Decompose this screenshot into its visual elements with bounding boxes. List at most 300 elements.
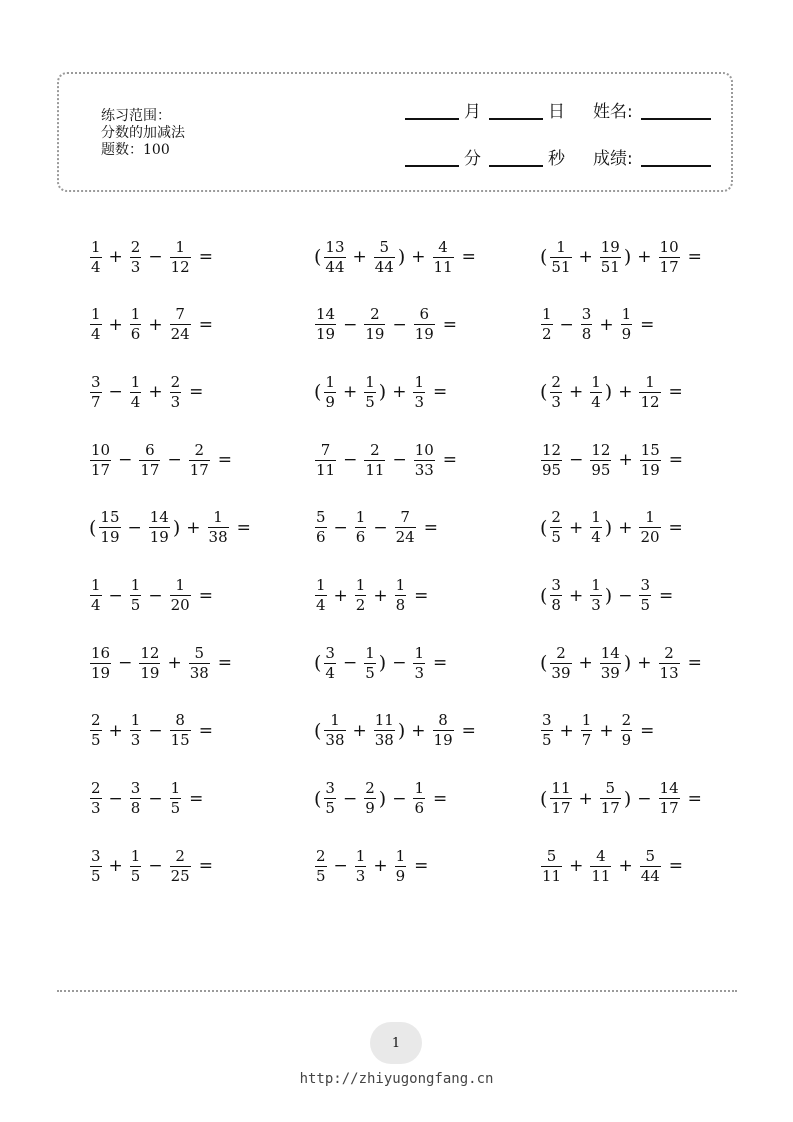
equals-sign: = [217, 653, 233, 674]
operator: − [108, 382, 123, 403]
second-label: 秒 [548, 149, 565, 169]
numerator: 8 [175, 711, 185, 730]
denominator: 7 [91, 392, 101, 411]
fraction [170, 237, 191, 276]
operator: − [343, 314, 358, 335]
operator: − [148, 585, 163, 606]
denominator: 95 [591, 460, 611, 479]
denominator: 19 [365, 325, 385, 344]
problem-item [88, 435, 232, 485]
problem-item [539, 638, 702, 688]
fraction [550, 781, 571, 816]
numerator: 2 [170, 372, 181, 391]
operator: + [578, 247, 593, 267]
numerator: 1 [621, 305, 632, 324]
operator: − [108, 585, 123, 606]
fraction [659, 643, 680, 682]
numerator: 1 [414, 779, 424, 798]
denominator: 5 [91, 866, 101, 885]
operator: + [108, 314, 123, 335]
fraction [541, 846, 562, 885]
fraction [639, 372, 660, 411]
problem-item [539, 300, 654, 350]
numerator: 12 [542, 440, 562, 459]
numerator: 1 [591, 576, 601, 594]
denominator: 25 [170, 866, 190, 885]
denominator: 11 [542, 866, 562, 885]
question-count-label: 题数： [101, 142, 143, 158]
operator: − [167, 450, 182, 471]
parenthesis: ( [314, 787, 322, 810]
denominator: 5 [130, 866, 141, 885]
fraction [90, 578, 102, 613]
operator: − [392, 450, 407, 471]
numerator: 1 [175, 237, 185, 256]
problem-item [539, 232, 702, 282]
parenthesis: ( [89, 516, 97, 539]
denominator: 5 [365, 663, 375, 682]
operator: − [343, 450, 358, 471]
problem-item [313, 841, 428, 891]
numerator: 1 [91, 305, 101, 324]
denominator: 2 [542, 325, 552, 344]
operator: − [118, 653, 133, 674]
parenthesis: ) [623, 787, 632, 810]
equals-sign: = [687, 247, 702, 267]
denominator: 3 [170, 392, 181, 411]
numerator: 5 [316, 508, 326, 527]
equals-sign: = [198, 585, 213, 606]
denominator: 5 [170, 799, 181, 818]
denominator: 44 [325, 257, 345, 276]
fraction [640, 440, 661, 479]
numerator: 14 [659, 779, 679, 798]
operator: + [411, 247, 426, 267]
fraction [315, 846, 327, 885]
numerator: 1 [542, 305, 552, 324]
fraction [413, 643, 425, 682]
operator: + [411, 720, 426, 741]
numerator: 5 [605, 779, 616, 798]
fraction [130, 307, 142, 342]
numerator: 1 [175, 576, 185, 594]
second-blank[interactable] [489, 165, 543, 167]
month-label: 月 [464, 102, 481, 122]
numerator: 2 [365, 779, 375, 798]
denominator: 11 [591, 866, 611, 885]
numerator: 1 [130, 372, 141, 391]
fraction [364, 372, 376, 411]
parenthesis: ( [540, 652, 548, 675]
operator: + [599, 720, 614, 741]
fraction [315, 578, 327, 613]
numerator: 7 [320, 440, 331, 459]
fraction [130, 578, 142, 613]
denominator: 44 [640, 866, 660, 885]
operator: − [148, 788, 163, 809]
fraction [395, 578, 407, 613]
problem-item [313, 435, 457, 485]
fraction [355, 510, 367, 545]
numerator: 3 [542, 711, 552, 730]
fraction [90, 713, 102, 748]
numerator: 2 [91, 779, 101, 798]
numerator: 1 [414, 372, 424, 391]
denominator: 2 [355, 596, 366, 614]
denominator: 38 [208, 528, 228, 547]
equals-sign: = [668, 450, 684, 471]
numerator: 1 [325, 372, 335, 391]
numerator: 1 [130, 846, 141, 865]
operator: + [108, 720, 123, 741]
numerator: 1 [213, 508, 223, 527]
fraction [130, 237, 142, 276]
problem-item [313, 571, 428, 621]
parenthesis: ) [604, 381, 613, 404]
fraction [99, 510, 120, 545]
parenthesis: ( [540, 584, 548, 607]
numerator: 2 [91, 711, 101, 730]
problem-item [88, 300, 213, 350]
parenthesis: ( [314, 246, 322, 268]
equals-sign: = [442, 314, 458, 335]
operator: + [186, 517, 201, 538]
denominator: 11 [316, 460, 336, 479]
denominator: 3 [355, 866, 366, 885]
numerator: 5 [645, 846, 655, 865]
fraction [581, 713, 593, 748]
problem-item [88, 774, 203, 824]
problem-item [539, 774, 702, 824]
operator: − [618, 585, 633, 606]
denominator: 6 [414, 799, 424, 818]
numerator: 3 [325, 643, 335, 662]
fraction [208, 510, 229, 545]
fraction [189, 643, 210, 682]
fraction [324, 643, 336, 682]
fraction [170, 372, 182, 411]
denominator: 17 [551, 799, 571, 818]
operator: + [618, 517, 633, 538]
operator: + [559, 720, 574, 741]
problem-item [539, 503, 683, 553]
operator: + [578, 653, 593, 674]
denominator: 4 [591, 392, 601, 411]
fraction [640, 846, 661, 885]
denominator: 9 [395, 866, 406, 885]
operator: − [392, 653, 407, 674]
fraction [659, 237, 680, 276]
fraction [550, 643, 571, 682]
denominator: 9 [621, 325, 632, 344]
fraction [170, 846, 191, 885]
denominator: 20 [170, 596, 190, 614]
denominator: 17 [140, 460, 160, 479]
numerator: 7 [175, 305, 185, 324]
numerator: 2 [370, 305, 380, 324]
operator: + [392, 382, 407, 403]
fraction [90, 440, 111, 479]
denominator: 24 [170, 325, 190, 344]
numerator: 1 [645, 508, 655, 527]
minute-label: 分 [464, 149, 481, 169]
fraction [621, 307, 633, 342]
fraction [139, 440, 160, 479]
numerator: 6 [145, 440, 155, 459]
fraction [170, 713, 191, 748]
denominator: 51 [600, 257, 620, 276]
numerator: 1 [556, 237, 566, 256]
numerator: 1 [591, 372, 601, 391]
numerator: 1 [355, 846, 366, 865]
fraction [413, 781, 425, 816]
problem-item [88, 841, 213, 891]
numerator: 5 [194, 643, 204, 662]
numerator: 3 [325, 779, 335, 798]
fraction [324, 372, 336, 411]
denominator: 4 [91, 325, 101, 344]
fraction [90, 237, 102, 276]
operator: + [618, 450, 633, 471]
numerator: 4 [596, 846, 606, 865]
denominator: 17 [91, 460, 111, 479]
equals-sign: = [432, 788, 448, 809]
month-blank[interactable] [405, 118, 459, 120]
problem-item [88, 571, 213, 621]
problem-item [313, 300, 457, 350]
numerator: 1 [355, 508, 366, 527]
equals-sign: = [658, 585, 674, 606]
denominator: 8 [395, 596, 406, 614]
denominator: 3 [91, 799, 101, 818]
fraction [364, 781, 376, 816]
numerator: 2 [194, 440, 204, 459]
operator: + [352, 247, 367, 267]
numerator: 1 [645, 372, 655, 391]
numerator: 1 [316, 576, 326, 594]
fraction [130, 846, 142, 885]
fraction [149, 510, 170, 545]
denominator: 19 [640, 460, 660, 479]
parenthesis: ( [314, 652, 322, 675]
operator: − [637, 788, 652, 809]
operator: + [618, 382, 633, 403]
denominator: 19 [316, 325, 336, 344]
equals-sign: = [461, 720, 476, 741]
equals-sign: = [414, 856, 429, 877]
parenthesis: ( [540, 516, 548, 539]
numerator: 1 [130, 576, 141, 594]
denominator: 3 [591, 596, 601, 614]
fraction [600, 643, 621, 682]
site-url[interactable]: http://zhiyugongfang.cn [299, 1071, 494, 1087]
fraction [639, 578, 651, 613]
denominator: 9 [325, 392, 335, 411]
fraction [550, 237, 571, 276]
denominator: 20 [640, 528, 660, 547]
fraction [364, 307, 385, 342]
denominator: 51 [551, 257, 571, 276]
denominator: 8 [130, 799, 141, 818]
operator: − [392, 314, 407, 335]
equals-sign: = [423, 517, 438, 538]
fraction [590, 578, 602, 613]
numerator: 3 [91, 846, 101, 865]
topic-label: 分数的加减法 [101, 125, 185, 141]
numerator: 11 [374, 711, 394, 730]
numerator: 7 [400, 508, 410, 527]
equals-sign: = [687, 653, 702, 674]
operator: − [118, 450, 133, 471]
fraction [189, 440, 210, 479]
numerator: 2 [370, 440, 380, 459]
denominator: 38 [325, 731, 345, 750]
operator: + [568, 382, 584, 403]
operator: + [148, 382, 163, 403]
date-name-row [405, 98, 715, 122]
denominator: 5 [316, 866, 326, 885]
denominator: 19 [414, 325, 434, 344]
worksheet-header [57, 72, 733, 192]
equals-sign: = [668, 517, 683, 538]
numerator: 10 [659, 237, 679, 256]
parenthesis: ) [604, 584, 613, 607]
equals-sign: = [442, 450, 458, 471]
problem-item [313, 503, 438, 553]
numerator: 10 [414, 440, 434, 459]
day-blank[interactable] [489, 118, 543, 120]
fraction [550, 578, 562, 613]
denominator: 38 [374, 731, 394, 750]
denominator: 17 [659, 799, 679, 818]
worksheet-meta [101, 108, 185, 159]
equals-sign: = [432, 653, 448, 674]
fraction [621, 713, 633, 748]
operator: + [108, 856, 123, 877]
fraction [130, 713, 142, 748]
denominator: 4 [91, 596, 101, 614]
numerator: 13 [325, 237, 345, 256]
problem-item [539, 435, 683, 485]
fraction [324, 713, 345, 748]
fraction [590, 372, 602, 411]
operator: + [333, 585, 348, 606]
denominator: 5 [551, 528, 561, 547]
fraction [550, 372, 562, 411]
denominator: 9 [365, 799, 375, 818]
denominator: 6 [316, 528, 326, 547]
denominator: 12 [640, 392, 660, 411]
fraction [90, 781, 102, 816]
problem-item [313, 638, 447, 688]
numerator: 12 [140, 643, 160, 662]
fraction [374, 237, 395, 276]
operator: − [333, 517, 348, 538]
denominator: 4 [316, 596, 326, 614]
denominator: 17 [600, 799, 620, 818]
numerator: 14 [316, 305, 336, 324]
score-blank[interactable] [641, 165, 711, 167]
name-label: 姓名: [593, 102, 633, 122]
denominator: 4 [130, 392, 141, 411]
fraction [590, 846, 611, 885]
numerator: 5 [546, 846, 557, 865]
problem-item [88, 706, 213, 756]
problem-item [313, 706, 476, 756]
parenthesis: ( [314, 719, 322, 742]
numerator: 11 [551, 779, 571, 798]
equals-sign: = [198, 314, 213, 335]
parenthesis: ) [604, 516, 613, 539]
fraction [90, 372, 102, 411]
fraction [315, 440, 336, 479]
operator: + [342, 382, 358, 403]
problem-item [539, 841, 683, 891]
numerator: 2 [664, 643, 674, 662]
denominator: 5 [91, 731, 101, 750]
numerator: 1 [130, 305, 141, 324]
numerator: 15 [640, 440, 660, 459]
problem-item [539, 367, 683, 417]
numerator: 1 [91, 576, 101, 594]
operator: + [108, 247, 123, 267]
numerator: 1 [355, 576, 366, 594]
operator: − [342, 788, 358, 809]
problem-item [88, 503, 251, 553]
numerator: 3 [91, 372, 101, 391]
time-score-row [405, 145, 715, 169]
equals-sign: = [236, 517, 251, 538]
day-label: 日 [548, 102, 565, 122]
numerator: 2 [175, 846, 185, 865]
operator: − [148, 856, 163, 877]
denominator: 19 [91, 663, 111, 682]
equals-sign: = [198, 247, 213, 267]
denominator: 15 [170, 731, 190, 750]
name-blank[interactable] [641, 118, 711, 120]
fraction [90, 643, 111, 682]
numerator: 6 [419, 305, 429, 324]
denominator: 19 [433, 731, 453, 750]
numerator: 2 [556, 643, 566, 662]
fraction [315, 510, 327, 545]
equals-sign: = [687, 788, 702, 809]
parenthesis: ( [540, 787, 548, 810]
fraction [324, 237, 345, 276]
numerator: 19 [600, 237, 620, 256]
numerator: 4 [438, 237, 448, 256]
numerator: 16 [91, 643, 111, 662]
fraction [170, 781, 182, 816]
fraction [90, 846, 102, 885]
denominator: 9 [621, 731, 632, 750]
equals-sign: = [198, 856, 213, 877]
denominator: 5 [365, 392, 375, 411]
operator: − [333, 856, 348, 877]
numerator: 2 [551, 372, 561, 391]
score-label: 成绩: [593, 149, 633, 169]
operator: − [569, 450, 584, 471]
minute-blank[interactable] [405, 165, 459, 167]
fraction [395, 510, 416, 545]
problem-item [88, 638, 232, 688]
problem-item [313, 774, 447, 824]
parenthesis: ) [397, 719, 406, 742]
fraction [395, 846, 407, 885]
operator: − [342, 653, 358, 674]
practice-range-label: 练习范围： [101, 108, 171, 124]
fraction [170, 307, 191, 342]
